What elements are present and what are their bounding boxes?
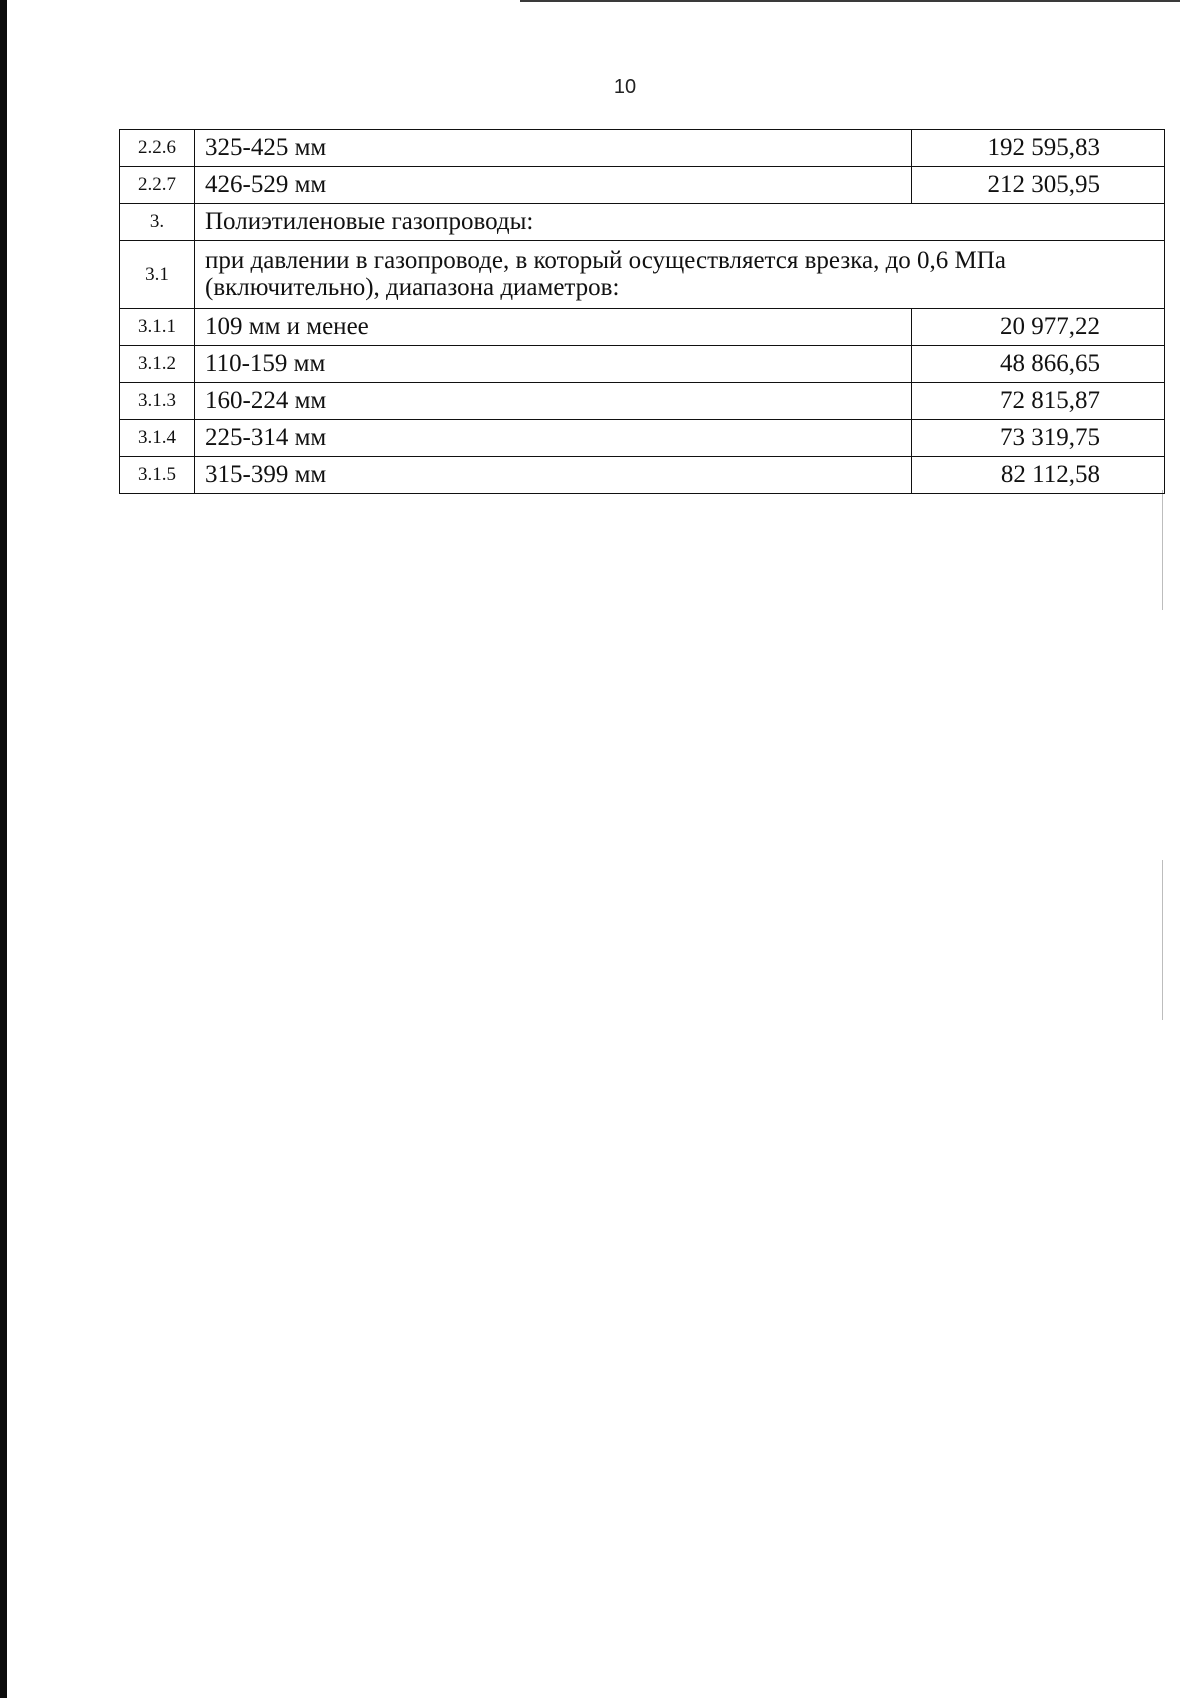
item-description: 109 мм и менее [195, 309, 912, 346]
table-row [120, 309, 1165, 346]
subsection-title: при давлении в газопроводе, в который осуществляется врезка, до 0,6 МПа (включительно), диапазона диаметров: [195, 241, 1165, 309]
item-description: 160-224 мм [195, 383, 912, 420]
item-description: 110-159 мм [195, 346, 912, 383]
item-price: 48 866,65 [912, 346, 1165, 383]
item-price: 192 595,83 [912, 130, 1165, 167]
item-description: 315-399 мм [195, 457, 912, 494]
item-number: 2.2.6 [120, 130, 195, 167]
table-row [120, 457, 1165, 494]
item-description: 426-529 мм [195, 167, 912, 204]
item-description: 225-314 мм [195, 420, 912, 457]
scan-top-border [520, 0, 1180, 2]
table-row [120, 420, 1165, 457]
table-row [120, 167, 1165, 204]
page-number: 10 [613, 76, 637, 98]
item-price: 72 815,87 [912, 383, 1165, 420]
scan-artifact [1162, 860, 1163, 1020]
scan-artifact [1162, 490, 1163, 610]
subsection-number: 3.1 [120, 241, 195, 309]
table-row [120, 130, 1165, 167]
item-price: 212 305,95 [912, 167, 1165, 204]
subsection-row [120, 241, 1165, 309]
item-number: 3.1.5 [120, 457, 195, 494]
item-number: 2.2.7 [120, 167, 195, 204]
item-number: 3.1.1 [120, 309, 195, 346]
price-table [119, 129, 1165, 494]
section-row [120, 204, 1165, 241]
table-row [120, 346, 1165, 383]
item-number: 3.1.4 [120, 420, 195, 457]
table-row [120, 383, 1165, 420]
section-number: 3. [120, 204, 195, 241]
section-title: Полиэтиленовые газопроводы: [195, 204, 1165, 241]
item-price: 73 319,75 [912, 420, 1165, 457]
item-price: 82 112,58 [912, 457, 1165, 494]
scan-edge-shadow [0, 0, 7, 1698]
item-description: 325-425 мм [195, 130, 912, 167]
item-number: 3.1.2 [120, 346, 195, 383]
item-price: 20 977,22 [912, 309, 1165, 346]
item-number: 3.1.3 [120, 383, 195, 420]
